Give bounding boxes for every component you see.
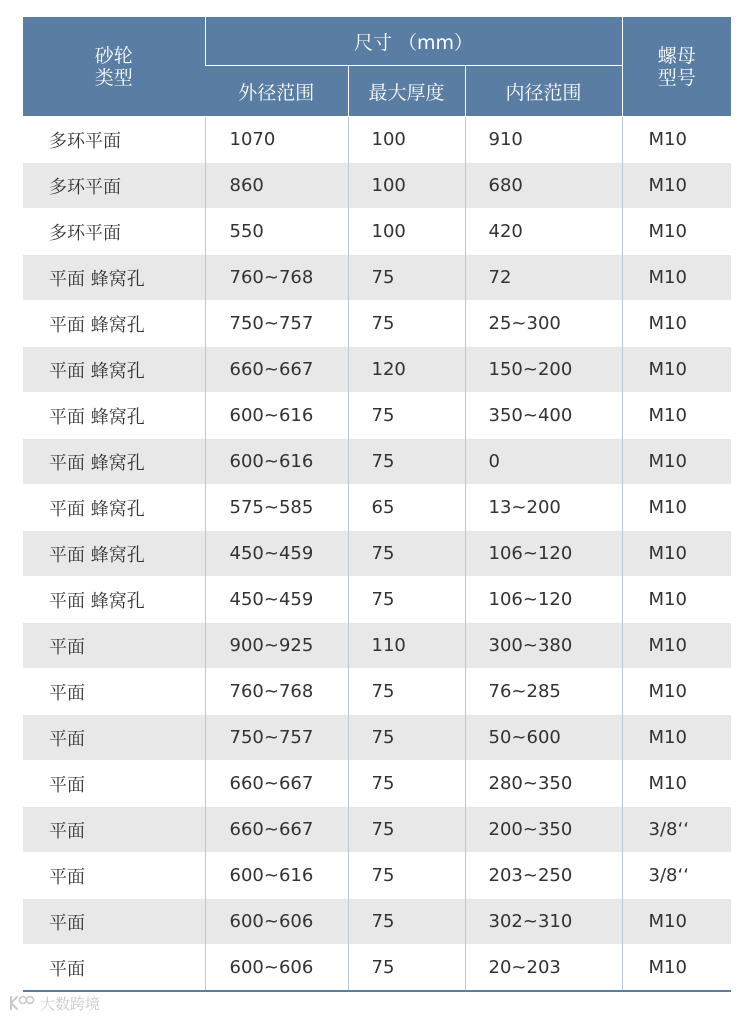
table-row [23, 163, 731, 209]
max-thickness-cell: 75 [348, 807, 465, 853]
nut-model-cell: M10 [622, 301, 731, 347]
max-thickness-cell: 110 [348, 623, 465, 669]
inner-diameter-cell: 150~200 [465, 347, 622, 393]
table-row [23, 117, 731, 163]
outer-diameter-cell: 760~768 [205, 255, 348, 301]
inner-diameter-cell: 0 [465, 439, 622, 485]
inner-diameter-cell: 203~250 [465, 853, 622, 899]
max-thickness-cell: 120 [348, 347, 465, 393]
max-thickness-cell: 75 [348, 439, 465, 485]
table-row [23, 715, 731, 761]
inner-diameter-cell: 280~350 [465, 761, 622, 807]
table-body [23, 117, 731, 992]
outer-diameter-cell: 750~757 [205, 715, 348, 761]
outer-diameter-cell: 660~667 [205, 761, 348, 807]
max-thickness-header: 最大厚度 [348, 66, 465, 117]
outer-diameter-cell: 600~606 [205, 945, 348, 992]
wheel-type-header-line1: 砂轮 [94, 44, 133, 67]
nut-model-cell: M10 [622, 761, 731, 807]
wheel-type-cell: 平面 [23, 761, 205, 807]
table-row [23, 761, 731, 807]
wheel-type-cell: 平面 [23, 945, 205, 992]
nut-model-cell: M10 [622, 899, 731, 945]
max-thickness-cell: 75 [348, 255, 465, 301]
max-thickness-cell: 100 [348, 209, 465, 255]
max-thickness-cell: 75 [348, 301, 465, 347]
size-group-header: 尺寸 （mm） [205, 17, 622, 66]
wheel-type-cell: 多环平面 [23, 117, 205, 163]
wheel-type-cell: 多环平面 [23, 163, 205, 209]
grinding-wheel-spec-table [23, 17, 731, 992]
wheel-type-cell: 平面 蜂窝孔 [23, 301, 205, 347]
max-thickness-cell: 100 [348, 163, 465, 209]
inner-diameter-cell: 200~350 [465, 807, 622, 853]
nut-model-cell: M10 [622, 209, 731, 255]
nut-model-cell: M10 [622, 485, 731, 531]
table-row [23, 945, 731, 992]
wheel-type-cell: 平面 蜂窝孔 [23, 439, 205, 485]
outer-diameter-cell: 760~768 [205, 669, 348, 715]
inner-diameter-cell: 20~203 [465, 945, 622, 992]
inner-diameter-cell: 106~120 [465, 531, 622, 577]
outer-diameter-cell: 600~606 [205, 899, 348, 945]
table-row [23, 531, 731, 577]
wheel-type-cell: 多环平面 [23, 209, 205, 255]
nut-model-header-line2: 型号 [657, 66, 696, 89]
wheel-type-cell: 平面 蜂窝孔 [23, 393, 205, 439]
table-row [23, 393, 731, 439]
table-row [23, 669, 731, 715]
inner-diameter-cell: 680 [465, 163, 622, 209]
table-row [23, 853, 731, 899]
max-thickness-cell: 100 [348, 117, 465, 163]
outer-diameter-cell: 660~667 [205, 807, 348, 853]
nut-model-cell: M10 [622, 715, 731, 761]
outer-diameter-cell: 600~616 [205, 853, 348, 899]
brand-logo-icon [8, 994, 36, 1012]
outer-diameter-cell: 900~925 [205, 623, 348, 669]
table-row [23, 485, 731, 531]
inner-diameter-cell: 25~300 [465, 301, 622, 347]
inner-diameter-cell: 302~310 [465, 899, 622, 945]
table-row [23, 209, 731, 255]
outer-diameter-cell: 600~616 [205, 393, 348, 439]
table-row [23, 577, 731, 623]
max-thickness-cell: 75 [348, 669, 465, 715]
wheel-type-cell: 平面 蜂窝孔 [23, 255, 205, 301]
wheel-type-cell: 平面 [23, 899, 205, 945]
max-thickness-cell: 75 [348, 577, 465, 623]
grinding-wheel-spec-table-container [23, 17, 731, 992]
outer-diameter-cell: 660~667 [205, 347, 348, 393]
max-thickness-cell: 75 [348, 531, 465, 577]
inner-diameter-cell: 350~400 [465, 393, 622, 439]
table-row [23, 899, 731, 945]
watermark-text: 大数跨境 [40, 994, 101, 1013]
max-thickness-cell: 75 [348, 853, 465, 899]
inner-diameter-cell: 72 [465, 255, 622, 301]
outer-diameter-cell: 860 [205, 163, 348, 209]
table-row [23, 255, 731, 301]
max-thickness-cell: 65 [348, 485, 465, 531]
nut-model-cell: 3/8ʻʻ [622, 807, 731, 853]
inner-diameter-cell: 910 [465, 117, 622, 163]
nut-model-cell: M10 [622, 945, 731, 992]
nut-model-cell: M10 [622, 669, 731, 715]
max-thickness-cell: 75 [348, 945, 465, 992]
nut-model-cell: M10 [622, 393, 731, 439]
nut-model-header [622, 17, 731, 117]
outer-diameter-cell: 450~459 [205, 577, 348, 623]
inner-diameter-cell: 300~380 [465, 623, 622, 669]
table-row [23, 301, 731, 347]
nut-model-header-line1: 螺母 [657, 44, 696, 67]
wheel-type-cell: 平面 蜂窝孔 [23, 577, 205, 623]
inner-diameter-cell: 50~600 [465, 715, 622, 761]
table-header [23, 17, 731, 117]
wheel-type-cell: 平面 [23, 669, 205, 715]
table-row [23, 807, 731, 853]
inner-diameter-cell: 13~200 [465, 485, 622, 531]
table-row [23, 439, 731, 485]
max-thickness-cell: 75 [348, 715, 465, 761]
wheel-type-cell: 平面 [23, 623, 205, 669]
max-thickness-cell: 75 [348, 393, 465, 439]
max-thickness-cell: 75 [348, 761, 465, 807]
outer-diameter-cell: 1070 [205, 117, 348, 163]
outer-diameter-header: 外径范围 [205, 66, 348, 117]
wheel-type-header [23, 17, 205, 117]
inner-diameter-cell: 106~120 [465, 577, 622, 623]
nut-model-cell: M10 [622, 255, 731, 301]
nut-model-cell: M10 [622, 117, 731, 163]
outer-diameter-cell: 600~616 [205, 439, 348, 485]
nut-model-cell: M10 [622, 577, 731, 623]
outer-diameter-cell: 750~757 [205, 301, 348, 347]
nut-model-cell: M10 [622, 531, 731, 577]
wheel-type-header-line2: 类型 [94, 66, 133, 89]
wheel-type-cell: 平面 [23, 853, 205, 899]
wheel-type-cell: 平面 [23, 807, 205, 853]
inner-diameter-cell: 76~285 [465, 669, 622, 715]
inner-diameter-header: 内径范围 [465, 66, 622, 117]
max-thickness-cell: 75 [348, 899, 465, 945]
outer-diameter-cell: 450~459 [205, 531, 348, 577]
wheel-type-cell: 平面 蜂窝孔 [23, 531, 205, 577]
table-row [23, 623, 731, 669]
nut-model-cell: M10 [622, 347, 731, 393]
wheel-type-cell: 平面 蜂窝孔 [23, 347, 205, 393]
outer-diameter-cell: 575~585 [205, 485, 348, 531]
watermark [8, 992, 100, 1014]
wheel-type-cell: 平面 [23, 715, 205, 761]
outer-diameter-cell: 550 [205, 209, 348, 255]
inner-diameter-cell: 420 [465, 209, 622, 255]
nut-model-cell: M10 [622, 439, 731, 485]
nut-model-cell: 3/8ʻʻ [622, 853, 731, 899]
nut-model-cell: M10 [622, 163, 731, 209]
table-row [23, 347, 731, 393]
wheel-type-cell: 平面 蜂窝孔 [23, 485, 205, 531]
nut-model-cell: M10 [622, 623, 731, 669]
